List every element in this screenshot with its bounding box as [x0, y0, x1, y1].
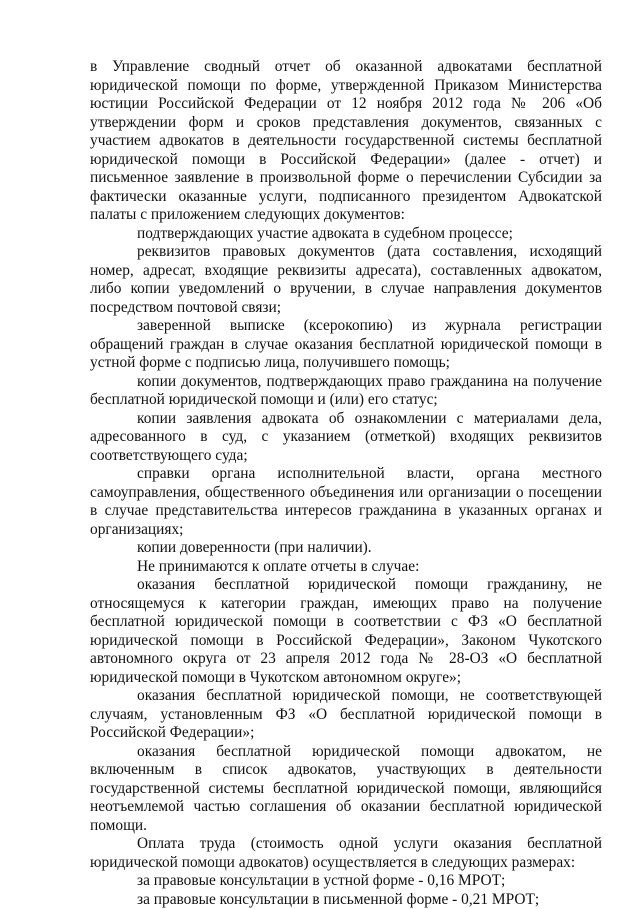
list-item-legal-documents: реквизитов правовых документов (дата составления, исходящий номер, адресат, входящие реквизиты адресата), составленных адвокатом, либо копии уведомлений о вручении, в случае направления документов посредством почтовой связи; [90, 243, 602, 317]
list-item-ineligible-citizen: оказания бесплатной юридической помощи гражданину, не относящемуся к категории граждан, имеющих право на получение бесплатной юридической помощи в соответствии с ФЗ «О бесплатной юридической помощи в Российской Федерации», Законом Чукотского автономного округа от 23 апреля 2012 года № 28-ОЗ «О бесплатной юридической помощи в Чукотском автономном округе»; [90, 576, 602, 687]
paragraph-not-accepted-heading: Не принимаются к оплате отчеты в случае: [90, 558, 602, 577]
list-item-case-review-request: копии заявления адвоката об ознакомлении с материалами дела, адресованного в суд, с указанием (отметкой) входящих реквизитов соответствующего суда; [90, 410, 602, 466]
list-item-eligibility-documents: копии документов, подтверждающих право гражданина на получение бесплатной юридической помощи и (или) его статус; [90, 373, 602, 410]
list-item-court-participation: подтверждающих участие адвоката в судебном процессе; [90, 225, 602, 244]
paragraph-intro: в Управление сводный отчет об оказанной адвокатами бесплатной юридической помощи по форме, утвержденной Приказом Министерства юстиции Российской Федерации от 12 ноября 2012 года № 206 «Об утверждении форм и сроков представления документов, связанных с участием адвокатов в деятельности государственной системы бесплатной юридической помощи в Российской Федерации» (далее - отчет) и письменное заявление в произвольной форме о перечислении Субсидии за фактически оказанные услуги, подписанного президентом Адвокатской палаты с приложением следующих документов: [90, 58, 602, 225]
list-item-authority-certificates: справки органа исполнительной власти, органа местного самоуправления, общественного объединения или организации о посещении в случае представительства интересов гражданина в указанных органах и организациях; [90, 465, 602, 539]
list-item-register-extract: заверенной выписке (ксерокопию) из журнала регистрации обращений граждан в случае оказания бесплатной юридической помощи в устной форме с подписью лица, получившего помощь; [90, 317, 602, 373]
document-page [90, 58, 602, 909]
list-item-written-consultation-rate: за правовые консультации в письменной форме - 0,21 МРОТ; [90, 891, 602, 909]
list-item-non-matching-case: оказания бесплатной юридической помощи, не соответствующей случаям, установленным ФЗ «О бесплатной юридической помощи в Российской Федерации»; [90, 687, 602, 743]
paragraph-payment-rates: Оплата труда (стоимость одной услуги оказания бесплатной юридической помощи адвокатов) осуществляется в следующих размерах: [90, 835, 602, 872]
list-item-oral-consultation-rate: за правовые консультации в устной форме - 0,16 МРОТ; [90, 872, 602, 891]
list-item-power-of-attorney: копии доверенности (при наличии). [90, 539, 602, 558]
list-item-unlisted-lawyer: оказания бесплатной юридической помощи адвокатом, не включенным в список адвокатов, участвующих в деятельности государственной системы бесплатной юридической помощи, являющийся неотъемлемой частью соглашения об оказании бесплатной юридической помощи. [90, 743, 602, 836]
